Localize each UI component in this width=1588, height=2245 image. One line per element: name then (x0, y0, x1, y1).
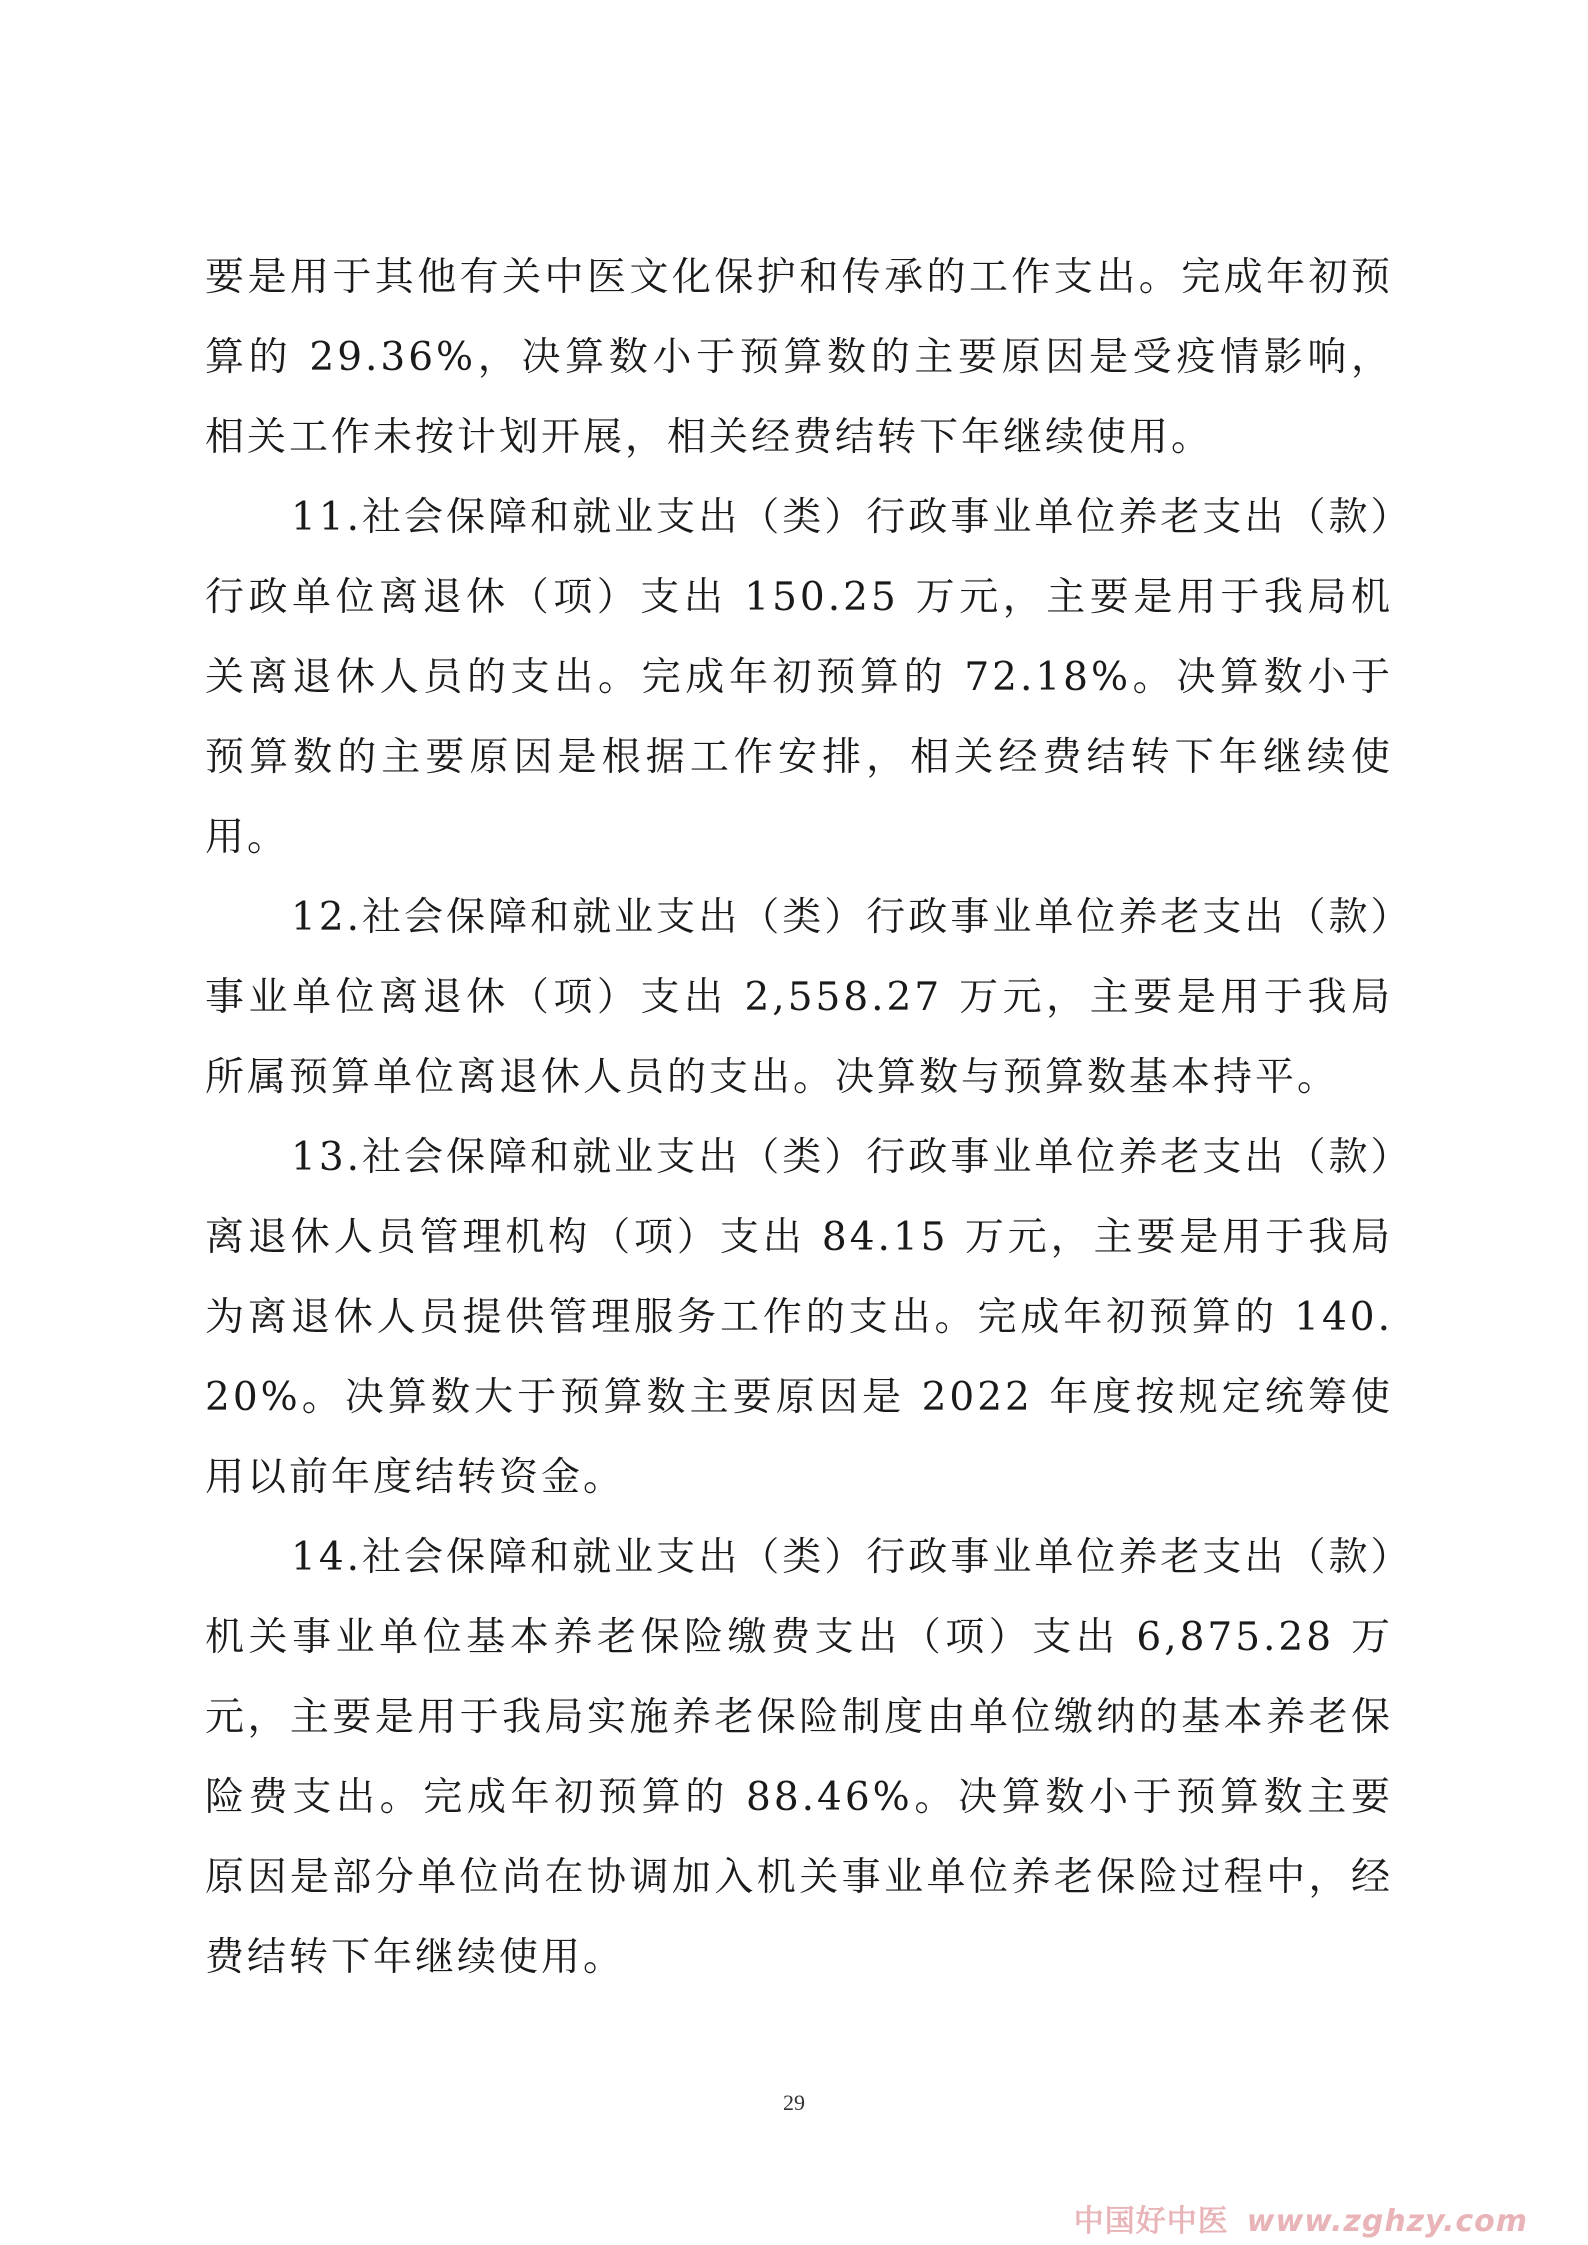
document-body (205, 238, 1393, 1998)
paragraph-continuation: 要是用于其他有关中医文化保护和传承的工作支出。完成年初预算的 29.36%，决算数小于预算数的主要原因是受疫情影响，相关工作未按计划开展，相关经费结转下年继续使用。 (205, 255, 1393, 460)
page-number: 29 (783, 2090, 805, 2115)
watermark-brand: 中国好中医 (1073, 2204, 1229, 2239)
paragraph-item-14: 14.社会保障和就业支出（类）行政事业单位养老支出（款）机关事业单位基本养老保险缴费支出（项）支出 6,875.28 万元，主要是用于我局实施养老保险制度由单位缴纳的基本养老保险费支出。完成年初预算的 88.46%。决算数小于预算数主要原因是部分单位尚在协调加入机关事业单位养老保险过程中，经费结转下年继续使用。 (205, 1535, 1393, 1980)
paragraph-item-13: 13.社会保障和就业支出（类）行政事业单位养老支出（款）离退休人员管理机构（项）支出 84.15 万元，主要是用于我局为离退休人员提供管理服务工作的支出。完成年初预算的 140.20%。决算数大于预算数主要原因是 2022 年度按规定统筹使用以前年度结转资金。 (205, 1135, 1393, 1500)
watermark-url: www.zghzy.com (1246, 2204, 1528, 2239)
site-watermark (1074, 2196, 1528, 2240)
paragraph-item-11: 11.社会保障和就业支出（类）行政事业单位养老支出（款）行政单位离退休（项）支出 150.25 万元，主要是用于我局机关离退休人员的支出。完成年初预算的 72.18%。决算数小于预算数的主要原因是根据工作安排，相关经费结转下年继续使用。 (205, 495, 1393, 860)
paragraph-item-12: 12.社会保障和就业支出（类）行政事业单位养老支出（款）事业单位离退休（项）支出 2,558.27 万元，主要是用于我局所属预算单位离退休人员的支出。决算数与预算数基本持平。 (205, 895, 1393, 1100)
